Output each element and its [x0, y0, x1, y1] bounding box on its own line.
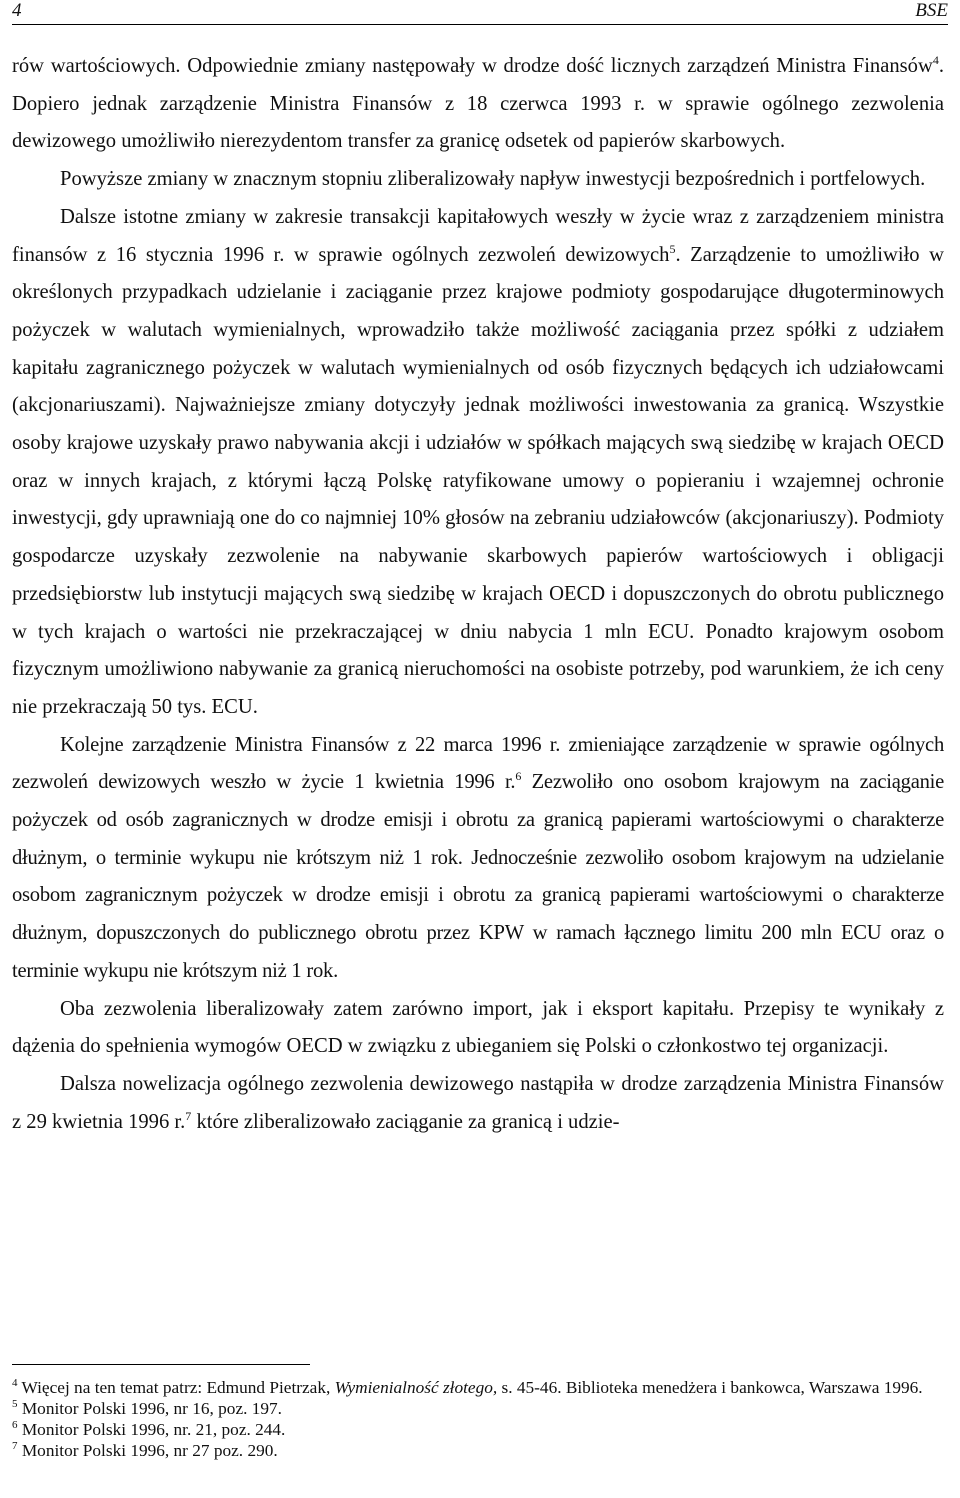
- footnote-6: $^6$ Monitor Polski 1996, nr. 21, poz. 244.: [12, 1419, 286, 1439]
- header-rule: [12, 24, 948, 25]
- footnote-ref-7: 7: [185, 1108, 192, 1123]
- paragraph-1: rów wartościowych. Odpowiednie zmiany następowały w drodze dość licznych zarządzeń Ministra Finansów$^4$. Dopiero jednak zarządzenie Ministra Finansów z 18 czerwca 1993 r. w sprawie ogólnego zezwolenia dewizowego umożliwiło nierezydentom transfer za granicę odsetek od papierów skarbowych.: [12, 53, 944, 153]
- page-number: 4: [12, 0, 22, 21]
- footnote-7: $^7$ Monitor Polski 1996, nr 27 poz. 290.: [12, 1440, 278, 1460]
- journal-abbreviation: BSE: [915, 0, 948, 21]
- paragraph-2: Powyższe zmiany w znacznym stopniu zliberalizowały napływ inwestycji bezpośrednich i portfelowych.: [60, 168, 926, 191]
- footnote-ref-6: 6: [515, 769, 522, 784]
- paragraph-3: Dalsze istotne zmiany w zakresie transakcji kapitałowych weszły w życie wraz z zarządzeniem ministra finansów z 16 stycznia 1996 r. w sprawie ogólnych zezwoleń dewizowych$^5$. Zarządzenie to umożliwiło w określonych przypadkach udzielanie i zaciąganie przez krajowe podmioty gospodarujące długoterminowych pożyczek w walutach wymienialnych, wprowadziło także możliwość zaciągania przez spółki z udziałem kapitału zagranicznego pożyczek w walutach wymienialnych od osób fizycznych będących ich udziałowcami (akcjonariuszami). Najważniejsze zmiany dotyczyły jednak możliwości inwestowania za granicą. Wszystkie osoby krajowe uzyskały prawo nabywania akcji i udziałów w spółkach mających swą siedzibę w krajach OECD oraz w innych krajach, z którymi łączą Polskę ratyfikowane umowy o popieraniu i wzajemnej ochronie inwestycji, gdy uprawniają one do co najmniej 10% głosów na zebraniu udziałowców (akcjonariuszy). Podmioty gospodarcze uzyskały zezwolenie na nabywanie skarbowych papierów wartościowych i obligacji przedsiębiorstw lub instytucji mających swą siedzibę w krajach OECD i dopuszczonych do obrotu publicznego w tych krajach o wartości nie przekraczającej w dniu nabycia 1 mln ECU. Ponadto krajowym osobom fizycznym umożliwiono nabywanie za granicą nieruchomości na osobiste potrzeby, pod warunkiem, że ich ceny nie przekraczają 50 tys. ECU.: [12, 205, 944, 718]
- paragraph-5: Oba zezwolenia liberalizowały zatem zarówno import, jak i eksport kapitału. Przepisy te wynikały z dążenia do spełnienia wymogów OECD w związku z ubieganiem się Polski o członkostwo tej organizacji.: [12, 997, 944, 1058]
- footnote-ref-5: 5: [669, 241, 676, 256]
- paragraph-6: Dalsza nowelizacja ogólnego zezwolenia dewizowego nastąpiła w drodze zarządzenia Ministra Finansów z 29 kwietnia 1996 r.$^7$ które zliberalizowało zaciąganie za granicą i udzie-: [12, 1072, 944, 1133]
- footnote-ref-4: 4: [932, 53, 939, 68]
- body-text: [12, 48, 944, 1141]
- running-header: [12, 0, 948, 24]
- footnote-4: $^4$ Więcej na ten temat patrz: Edmund Pietrzak, Wymienialność złotego, s. 45-46. Biblioteka menedżera i bankowca, Warszawa 1996.: [12, 1377, 923, 1397]
- book-title: Wymienialność złotego,: [334, 1378, 498, 1397]
- footnote-separator: [12, 1364, 310, 1365]
- footnote-5: $^5$ Monitor Polski 1996, nr 16, poz. 197.: [12, 1398, 283, 1418]
- paragraph-4: Kolejne zarządzenie Ministra Finansów z 22 marca 1996 r. zmieniające zarządzenie w sprawie ogólnych zezwoleń dewizowych weszło w życie 1 kwietnia 1996 r.$^6$ Zezwoliło ono osobom krajowym na zaciąganie pożyczek od osób zagranicznych w drodze emisji i obrotu za granicą papierami wartościowymi o charakterze dłużnym, o terminie wykupu nie krótszym niż 1 rok. Jednocześnie zezwoliło osobom krajowym na udzielanie osobom zagranicznym pożyczek w drodze emisji i obrotu za granicą papierami wartościowymi o charakterze dłużnym, dopuszczonych do publicznego obrotu przez KPW w ramach łącznego limitu 200 mln ECU oraz o terminie wykupu nie krótszym niż 1 rok.: [12, 733, 945, 982]
- footnotes: [12, 1377, 944, 1461]
